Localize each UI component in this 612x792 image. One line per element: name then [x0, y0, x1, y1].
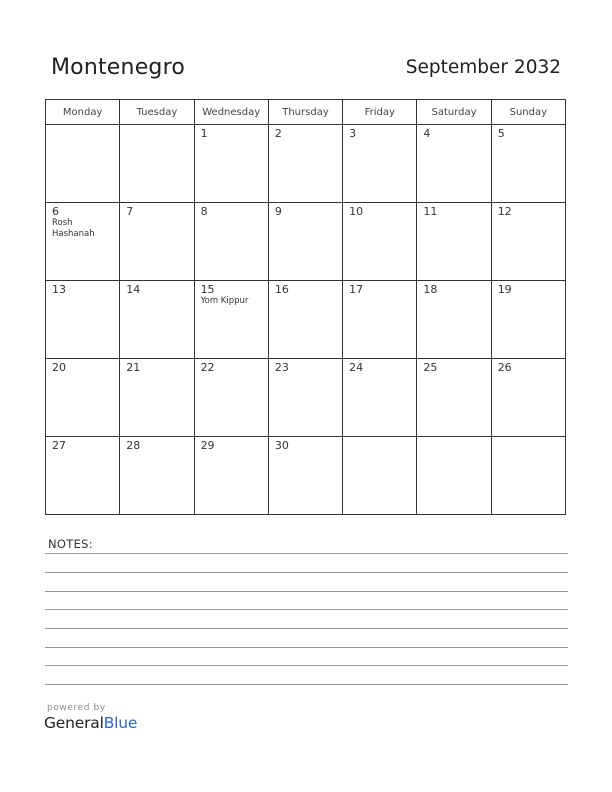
day-number: 29: [200, 439, 215, 452]
day-number: 17: [349, 283, 364, 296]
weekday-header: Thursday: [268, 100, 342, 125]
day-number: [343, 437, 416, 439]
holiday-label: Yom Kippur: [200, 296, 249, 306]
weekday-header: Wednesday: [194, 100, 268, 125]
day-cell: [491, 125, 565, 203]
day-number: 2: [274, 127, 282, 140]
note-line: [45, 628, 568, 629]
day-cell: [491, 203, 565, 281]
day-number: 19: [497, 283, 512, 296]
brand-blue: Blue: [103, 714, 138, 732]
week-row: [46, 281, 566, 359]
day-cell: [417, 359, 491, 437]
day-number: 21: [126, 361, 141, 374]
weekday-header-row: [46, 100, 566, 125]
note-line: [45, 609, 568, 610]
day-number: 25: [423, 361, 438, 374]
day-cell: [268, 281, 342, 359]
day-number: 26: [497, 361, 512, 374]
day-number: 30: [274, 439, 289, 452]
day-cell: [120, 203, 194, 281]
day-number: 7: [126, 205, 134, 218]
powered-by-text: powered by: [47, 703, 106, 713]
day-number: 28: [126, 439, 141, 452]
day-cell: [120, 359, 194, 437]
day-number: 22: [200, 361, 215, 374]
weekday-header: Monday: [46, 100, 120, 125]
day-number: 14: [126, 283, 141, 296]
day-number: 23: [274, 361, 289, 374]
note-line: [45, 572, 568, 573]
day-number: 4: [423, 127, 431, 140]
note-line: [45, 647, 568, 648]
day-number: [492, 437, 565, 439]
day-cell: [417, 203, 491, 281]
day-cell: [46, 203, 120, 281]
day-cell: [120, 437, 194, 515]
day-number: 6: [52, 205, 59, 218]
day-cell: [343, 281, 417, 359]
note-line: [45, 665, 568, 666]
day-cell: [343, 203, 417, 281]
day-number: 13: [52, 283, 66, 296]
day-number: 27: [52, 439, 66, 452]
day-cell: [417, 281, 491, 359]
day-cell: [268, 203, 342, 281]
holiday-label: Rosh Hashanah: [52, 218, 95, 239]
day-number: 11: [423, 205, 438, 218]
day-number: [120, 125, 193, 127]
day-cell: [343, 437, 417, 515]
day-cell: [46, 359, 120, 437]
day-number: 8: [200, 205, 208, 218]
day-number: 5: [497, 127, 505, 140]
day-cell: [491, 281, 565, 359]
day-number: [417, 437, 490, 439]
day-cell: [343, 125, 417, 203]
day-number: [46, 125, 119, 127]
brand-name: [44, 714, 137, 732]
day-number: 12: [497, 205, 512, 218]
week-row: [46, 203, 566, 281]
day-cell: [194, 125, 268, 203]
country-title: Montenegro: [51, 55, 186, 80]
week-row: [46, 125, 566, 203]
day-cell: [194, 281, 268, 359]
calendar-grid: [45, 99, 566, 515]
note-line: [45, 591, 568, 592]
day-number: 9: [274, 205, 282, 218]
day-number: 20: [52, 361, 66, 374]
day-number: 18: [423, 283, 438, 296]
week-row: [46, 359, 566, 437]
day-number: 3: [349, 127, 357, 140]
day-number: 1: [200, 127, 208, 140]
weekday-header: Saturday: [417, 100, 491, 125]
day-cell: [194, 359, 268, 437]
weekday-header: Sunday: [491, 100, 565, 125]
weekday-header: Tuesday: [120, 100, 194, 125]
weekday-header: Friday: [343, 100, 417, 125]
month-year-title: September 2032: [405, 57, 561, 78]
day-cell: [46, 125, 120, 203]
day-cell: [46, 281, 120, 359]
note-line: [45, 553, 568, 554]
day-cell: [343, 359, 417, 437]
notes-label: NOTES:: [48, 537, 93, 551]
day-cell: [491, 437, 565, 515]
day-cell: [491, 359, 565, 437]
day-cell: [194, 203, 268, 281]
day-number: 10: [349, 205, 364, 218]
day-cell: [417, 437, 491, 515]
day-cell: [268, 437, 342, 515]
week-row: [46, 437, 566, 515]
day-cell: [417, 125, 491, 203]
day-number: 24: [349, 361, 364, 374]
day-cell: [268, 125, 342, 203]
day-number: 16: [274, 283, 289, 296]
brand-general: General: [44, 714, 104, 732]
day-cell: [120, 125, 194, 203]
day-number: 15: [200, 283, 215, 296]
brand-logo: [44, 703, 137, 732]
day-cell: [268, 359, 342, 437]
note-line: [45, 684, 568, 685]
day-cell: [194, 437, 268, 515]
day-cell: [120, 281, 194, 359]
day-cell: [46, 437, 120, 515]
